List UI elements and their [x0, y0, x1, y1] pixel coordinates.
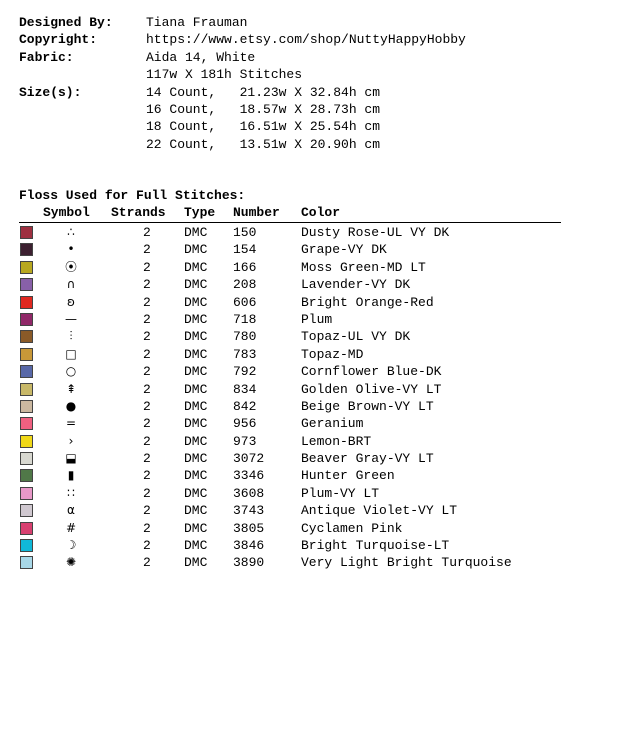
color-swatch [20, 556, 33, 569]
strands-cell: 2 [143, 398, 151, 414]
strands-cell: 2 [143, 416, 151, 432]
strands-cell: 2 [143, 433, 151, 449]
stitch-symbol-icon: # [65, 520, 77, 535]
stitch-symbol-icon: — [65, 311, 77, 326]
strands-cell: 2 [143, 294, 151, 310]
header-number: Number [233, 205, 280, 220]
stitch-symbol-icon: α [67, 503, 75, 518]
stitch-symbol-icon: ○ [65, 364, 77, 379]
color-swatch [20, 243, 33, 256]
number-cell: 973 [233, 433, 257, 449]
color-name-cell: Bright Turquoise-LT [301, 538, 450, 554]
color-name-cell: Plum-VY LT [301, 485, 380, 501]
floss-row [19, 433, 579, 450]
strands-cell: 2 [143, 555, 151, 571]
color-swatch [20, 226, 33, 239]
stitch-symbol-icon: ∩ [66, 277, 76, 292]
stitch-symbol-icon: ▮ [67, 468, 75, 483]
info-row [19, 84, 466, 101]
info-row [19, 49, 466, 66]
number-cell: 3846 [233, 538, 265, 554]
color-swatch [20, 296, 33, 309]
info-row [19, 14, 466, 31]
stitch-symbol-icon: ✺ [65, 555, 77, 570]
stitch-symbol-icon: › [68, 433, 74, 448]
stitch-symbol-icon: ∴ [67, 225, 75, 239]
floss-row [19, 224, 579, 241]
info-row [19, 66, 466, 83]
color-name-cell: Antique Violet-VY LT [301, 503, 458, 519]
color-swatch [20, 348, 33, 361]
floss-row [19, 485, 579, 502]
color-name-cell: Geranium [301, 416, 364, 432]
color-name-cell: Very Light Bright Turquoise [301, 555, 512, 571]
color-swatch [20, 504, 33, 517]
color-name-cell: Bright Orange-Red [301, 294, 434, 310]
color-name-cell: Lemon-BRT [301, 433, 372, 449]
number-cell: 3072 [233, 451, 265, 467]
info-row [19, 118, 466, 135]
floss-row [19, 328, 579, 345]
info-label: Size(s): [19, 84, 82, 100]
number-cell: 792 [233, 364, 257, 380]
floss-row [19, 241, 579, 258]
strands-cell: 2 [143, 259, 151, 275]
number-cell: 956 [233, 416, 257, 432]
color-name-cell: Lavender-VY DK [301, 277, 411, 293]
color-name-cell: Beaver Gray-VY LT [301, 451, 434, 467]
type-cell: DMC [184, 329, 208, 345]
info-value: 14 Count, 21.23w X 32.84h cm [146, 84, 381, 100]
floss-row [19, 259, 579, 276]
info-value: Aida 14, White [146, 49, 256, 65]
color-name-cell: Topaz-UL VY DK [301, 329, 411, 345]
info-value: 16 Count, 18.57w X 28.73h cm [146, 101, 381, 117]
type-cell: DMC [184, 277, 208, 293]
header-symbol: Symbol [43, 205, 90, 220]
type-cell: DMC [184, 381, 208, 397]
color-swatch [20, 417, 33, 430]
strands-cell: 2 [143, 329, 151, 345]
strands-cell: 2 [143, 346, 151, 362]
stitch-symbol-icon: ⬓ [65, 451, 77, 466]
stitch-symbol-icon: ⇞ [65, 381, 77, 396]
type-cell: DMC [184, 364, 208, 380]
header-color: Color [301, 205, 341, 220]
color-swatch [20, 400, 33, 413]
strands-cell: 2 [143, 451, 151, 467]
type-cell: DMC [184, 346, 208, 362]
floss-row [19, 537, 579, 554]
color-name-cell: Cornflower Blue-DK [301, 364, 442, 380]
number-cell: 208 [233, 277, 257, 293]
strands-cell: 2 [143, 520, 151, 536]
strands-cell: 2 [143, 225, 151, 240]
type-cell: DMC [184, 485, 208, 501]
type-cell: DMC [184, 433, 208, 449]
number-cell: 3346 [233, 468, 265, 484]
info-value: https://www.etsy.com/shop/NuttyHappyHobby [146, 32, 466, 48]
color-swatch [20, 487, 33, 500]
info-row [19, 136, 466, 153]
stitch-symbol-icon: ∷ [67, 485, 75, 500]
floss-row [19, 363, 579, 380]
header-strands: Strands [111, 205, 166, 220]
strands-cell: 2 [143, 242, 151, 258]
header-type: Type [184, 205, 216, 220]
color-name-cell: Topaz-MD [301, 346, 364, 362]
stitch-symbol-icon: • [67, 242, 75, 257]
number-cell: 780 [233, 329, 257, 345]
info-value: 117w X 181h Stitches [146, 67, 303, 83]
strands-cell: 2 [143, 503, 151, 519]
floss-heading: Floss Used for Full Stitches: [19, 188, 246, 203]
strands-cell: 2 [143, 538, 151, 554]
floss-table [19, 224, 579, 572]
info-label: Designed By: [19, 15, 113, 30]
stitch-symbol-icon: ⦿ [64, 259, 77, 274]
color-swatch [20, 522, 33, 535]
color-swatch [20, 313, 33, 326]
type-cell: DMC [184, 416, 208, 432]
strands-cell: 2 [143, 381, 151, 397]
color-swatch [20, 452, 33, 465]
number-cell: 834 [233, 381, 257, 397]
stitch-symbol-icon: ● [65, 398, 77, 413]
color-swatch [20, 278, 33, 291]
number-cell: 3743 [233, 503, 265, 519]
color-name-cell: Beige Brown-VY LT [301, 398, 434, 414]
info-label: Copyright: [19, 32, 98, 48]
info-row [19, 101, 466, 118]
floss-row [19, 450, 579, 467]
number-cell: 166 [233, 259, 257, 275]
type-cell: DMC [184, 311, 208, 327]
stitch-symbol-icon: □ [65, 346, 77, 361]
floss-row [19, 502, 579, 519]
type-cell: DMC [184, 242, 208, 258]
type-cell: DMC [184, 555, 208, 571]
number-cell: 842 [233, 398, 257, 414]
info-value: 18 Count, 16.51w X 25.54h cm [146, 119, 381, 135]
color-name-cell: Cyclamen Pink [301, 520, 403, 536]
info-value: Tiana Frauman [146, 15, 248, 30]
color-name-cell: Moss Green-MD LT [301, 259, 426, 275]
number-cell: 3890 [233, 555, 265, 571]
floss-row [19, 311, 579, 328]
color-swatch [20, 383, 33, 396]
floss-row [19, 415, 579, 432]
strands-cell: 2 [143, 364, 151, 380]
number-cell: 783 [233, 346, 257, 362]
color-swatch [20, 365, 33, 378]
type-cell: DMC [184, 468, 208, 484]
stitch-symbol-icon: ☽ [65, 538, 77, 553]
type-cell: DMC [184, 538, 208, 554]
type-cell: DMC [184, 451, 208, 467]
number-cell: 718 [233, 311, 257, 327]
color-swatch [20, 539, 33, 552]
info-label [19, 101, 146, 118]
floss-row [19, 381, 579, 398]
color-name-cell: Dusty Rose-UL VY DK [301, 225, 450, 240]
floss-row [19, 467, 579, 484]
color-name-cell: Hunter Green [301, 468, 395, 484]
type-cell: DMC [184, 503, 208, 519]
type-cell: DMC [184, 225, 208, 240]
strands-cell: 2 [143, 468, 151, 484]
color-name-cell: Grape-VY DK [301, 242, 387, 258]
stitch-symbol-icon: ⫶ [69, 329, 73, 344]
floss-row [19, 398, 579, 415]
color-name-cell: Golden Olive-VY LT [301, 381, 442, 397]
info-label: Fabric: [19, 49, 74, 65]
number-cell: 3805 [233, 520, 265, 536]
info-row [19, 31, 466, 48]
color-swatch [20, 435, 33, 448]
color-swatch [20, 330, 33, 343]
number-cell: 3608 [233, 485, 265, 501]
color-name-cell: Plum [301, 311, 333, 327]
floss-row [19, 554, 579, 571]
strands-cell: 2 [143, 277, 151, 293]
info-label [19, 136, 146, 153]
type-cell: DMC [184, 520, 208, 536]
floss-row [19, 346, 579, 363]
type-cell: DMC [184, 294, 208, 310]
floss-row [19, 294, 579, 311]
info-label [19, 66, 146, 83]
stitch-symbol-icon: ʚ [67, 294, 75, 309]
strands-cell: 2 [143, 485, 151, 501]
floss-row [19, 276, 579, 293]
number-cell: 150 [233, 225, 257, 240]
type-cell: DMC [184, 398, 208, 414]
type-cell: DMC [184, 259, 208, 275]
color-swatch [20, 261, 33, 274]
strands-cell: 2 [143, 311, 151, 327]
number-cell: 154 [233, 242, 257, 258]
pattern-info [19, 14, 466, 153]
color-swatch [20, 469, 33, 482]
floss-table-header [19, 205, 561, 223]
info-value: 22 Count, 13.51w X 20.90h cm [146, 136, 381, 152]
floss-row [19, 520, 579, 537]
number-cell: 606 [233, 294, 257, 310]
info-label [19, 118, 146, 135]
stitch-symbol-icon: = [65, 416, 77, 431]
